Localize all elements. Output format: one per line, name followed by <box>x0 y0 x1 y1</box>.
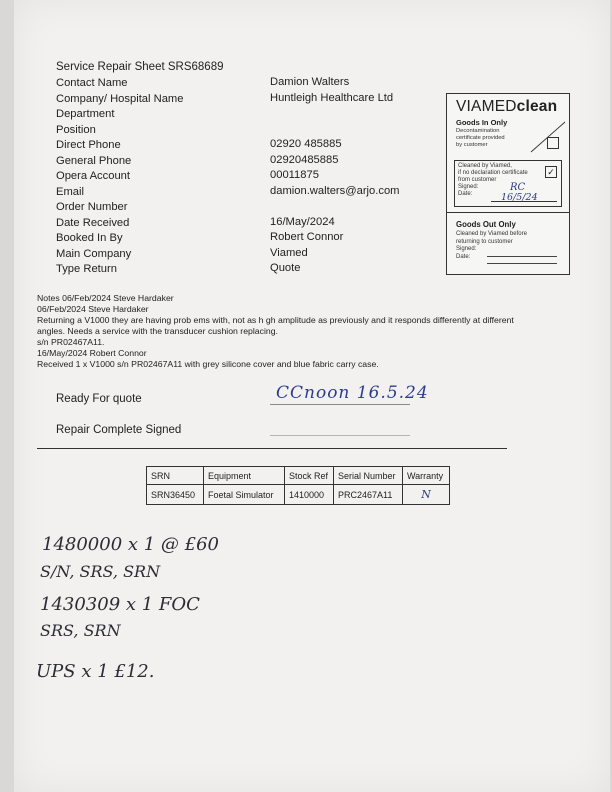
stamp-brand: VIAMEDclean <box>456 98 558 115</box>
repair-signature-line <box>270 435 410 436</box>
table-header: Serial Number <box>334 467 403 485</box>
cleaned-by-viamed-box <box>454 160 562 207</box>
notes-line: s/n PR02467A11. <box>37 337 105 347</box>
label-type-return: Type Return <box>56 263 117 275</box>
label-company: Company/ Hospital Name <box>56 92 184 105</box>
goods-out-text: Cleaned by Viamed before returning to customer Signed: Date: <box>456 231 527 260</box>
notes-line: angles. Needs a service with the transducer cushion replacing. <box>37 326 278 336</box>
viamed-clean-stamp <box>446 93 570 275</box>
handwritten-line: 1430309 x 1 FOC <box>40 594 200 615</box>
table-cell: PRC2467A11 <box>334 485 403 505</box>
table-cell: Foetal Simulator <box>204 485 285 505</box>
label-order-number: Order Number <box>56 201 128 213</box>
table-row <box>147 485 450 505</box>
label-department: Department <box>56 108 115 120</box>
stamp-signature: RC <box>510 182 526 193</box>
handwritten-line: 1480000 x 1 @ £60 <box>42 534 220 555</box>
section-divider <box>37 448 507 449</box>
notes-line: Received 1 x V1000 s/n PR02467A11 with grey silicone cover and blue fabric carry case. <box>37 359 379 369</box>
notes-line: Returning a V1000 they are having prob ems with, not as h gh amplitude as previously and it responds differently at different <box>37 315 514 325</box>
table-cell: 1410000 <box>285 485 334 505</box>
label-main-company: Main Company <box>56 247 132 260</box>
goods-out-date-line <box>487 263 557 264</box>
value-type-return: Quote <box>270 262 301 274</box>
value-general-phone: 02920485885 <box>270 153 339 166</box>
label-date-received: Date Received <box>56 216 130 229</box>
table-header: Equipment <box>204 467 285 485</box>
label-position: Position <box>56 123 96 136</box>
ready-for-quote-label: Ready For quote <box>56 393 142 405</box>
notes-block <box>37 293 602 370</box>
notes-line: Notes 06/Feb/2024 Steve Hardaker <box>37 293 174 303</box>
stamp-date-handwritten: 16/5/24 <box>501 192 538 203</box>
decon-text: Decontamination certificate provided by customer <box>456 128 505 148</box>
table-cell: N <box>403 485 450 505</box>
label-booked-in-by: Booked In By <box>56 232 123 244</box>
handwritten-line: S/N, SRS, SRN <box>40 562 161 581</box>
table-header: Stock Ref <box>285 467 334 485</box>
handwritten-line: UPS x 1 £12. <box>36 661 155 682</box>
sheet-title: Service Repair Sheet SRS68689 <box>56 61 224 73</box>
table-header: SRN <box>147 467 204 485</box>
table-header-row <box>147 467 450 485</box>
equipment-table <box>146 466 450 505</box>
cleaned-text: Cleaned by Viamed, if no declaration certificate from customer Signed: Date: <box>458 163 528 197</box>
label-general-phone: General Phone <box>56 154 132 167</box>
value-email: damion.walters@arjo.com <box>270 184 400 197</box>
label-direct-phone: Direct Phone <box>56 139 121 151</box>
notes-line: 06/Feb/2024 Steve Hardaker <box>37 304 149 314</box>
stamp-slash-mark <box>529 120 567 154</box>
handwritten-line: SRS, SRN <box>40 621 121 640</box>
repair-complete-label: Repair Complete Signed <box>56 424 182 436</box>
table-cell: SRN36450 <box>147 485 204 505</box>
cleaned-checkbox: ✓ <box>545 166 557 178</box>
table-header: Warranty <box>403 467 450 485</box>
ready-signature: CCnoon 16.5.24 <box>276 383 429 403</box>
goods-out-signed-line <box>487 256 557 257</box>
value-booked-in-by: Robert Connor <box>270 231 344 243</box>
value-opera-account: 00011875 <box>270 169 319 181</box>
value-contact-name: Damion Walters <box>270 76 350 88</box>
value-main-company: Viamed <box>270 246 308 259</box>
repair-sheet-page <box>14 0 610 792</box>
goods-in-title: Goods In Only <box>456 118 508 127</box>
value-date-received: 16/May/2024 <box>270 215 335 228</box>
value-company: Huntleigh Healthcare Ltd <box>270 91 394 104</box>
goods-out-title: Goods Out Only <box>456 220 516 229</box>
value-direct-phone: 02920 485885 <box>270 138 342 150</box>
goods-in-section <box>447 94 569 213</box>
ready-signature-line <box>270 404 410 405</box>
label-contact-name: Contact Name <box>56 77 128 89</box>
stamp-date-line <box>491 201 557 202</box>
label-opera-account: Opera Account <box>56 170 131 182</box>
label-email: Email <box>56 185 84 198</box>
notes-line: 16/May/2024 Robert Connor <box>37 348 147 358</box>
